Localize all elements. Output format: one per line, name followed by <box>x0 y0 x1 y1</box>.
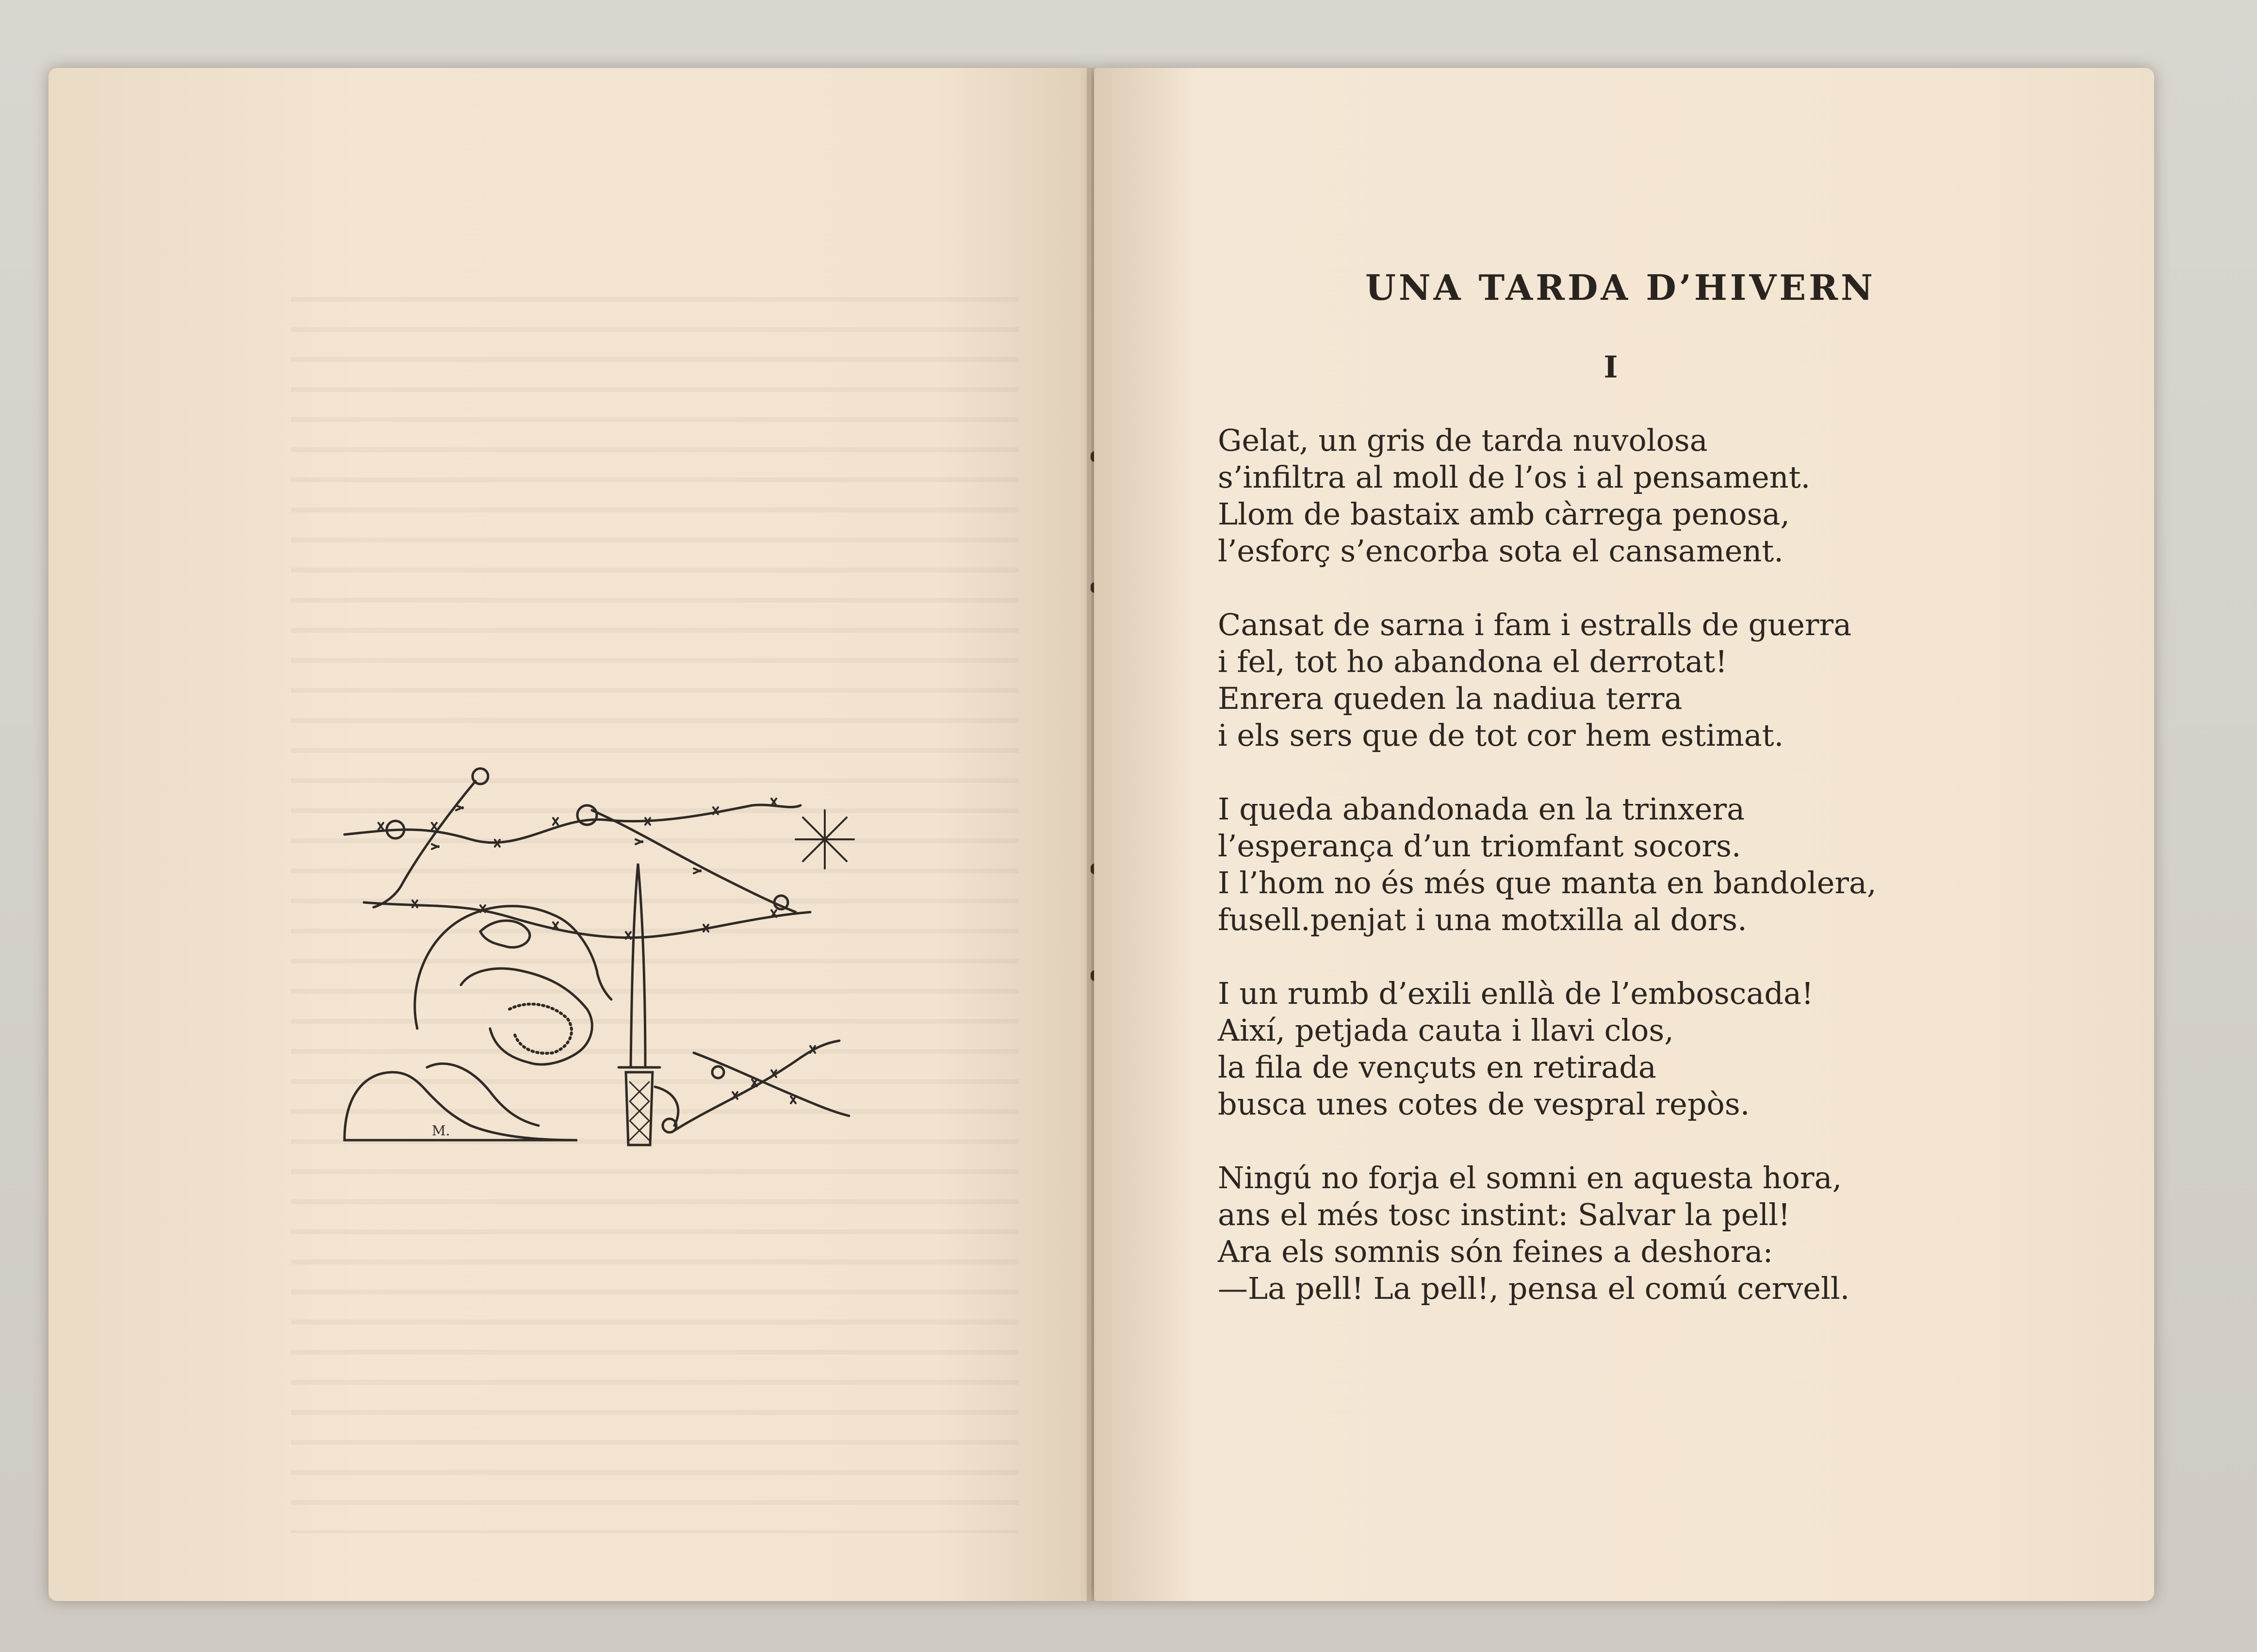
artist-signature: M. <box>432 1123 450 1139</box>
wire-curl <box>712 1066 724 1078</box>
poem-line: Enrera queden la nadiua terra <box>1218 681 1683 716</box>
poem-line: la fila de vençuts en retirada <box>1218 1049 1656 1085</box>
poem-body <box>1218 422 1975 1344</box>
poem-line: fusell.penjat i una motxilla al dors. <box>1218 902 1747 937</box>
helmet-detail <box>480 921 530 948</box>
barbed-wire-diagonal <box>592 810 796 912</box>
poem-title: UNA TARDA D’HIVERN <box>1365 267 1876 308</box>
barbed-wire-middle <box>364 902 810 938</box>
poem-line: Gelat, un gris de tarda nuvolosa <box>1218 423 1708 458</box>
poem-line: I un rumb d’exili enllà de l’emboscada! <box>1218 976 1814 1011</box>
barbed-wire-top <box>344 805 801 843</box>
barbs <box>378 799 815 1103</box>
section-numeral: I <box>1603 349 1618 385</box>
star-icon <box>796 810 854 868</box>
poem-line: Ningú no forja el somni en aquesta hora, <box>1218 1160 1842 1195</box>
stanza <box>1218 1160 1975 1307</box>
poem-line: Cansat de sarna i fam i estralls de guerra <box>1218 607 1852 642</box>
bayonet-blade <box>631 864 645 1067</box>
poem-line: s’infiltra al moll de l’os i al pensament. <box>1218 459 1811 495</box>
wire-curl <box>473 769 488 784</box>
poem-line: I queda abandonada en la trinxera <box>1218 791 1745 827</box>
stanza <box>1218 975 1975 1123</box>
poem-line: Llom de bastaix amb càrrega penosa, <box>1218 496 1790 532</box>
poem-line: Així, petjada cauta i llavi clos, <box>1218 1013 1674 1048</box>
barbed-wire-cross <box>374 781 475 907</box>
poem-line: i fel, tot ho abandona el derrotat! <box>1218 644 1728 679</box>
poem-line: ans el més tosc instint: Salvar la pell! <box>1218 1197 1790 1232</box>
soldier-helmet <box>415 906 611 1029</box>
stanza <box>1218 422 1975 570</box>
poem-line: busca unes cotes de vespral repòs. <box>1218 1086 1750 1122</box>
poem-line: I l’hom no és més que manta en bandolera, <box>1218 865 1877 900</box>
soldier-beard <box>509 1004 572 1053</box>
soldier-barbed-wire-illustration <box>335 757 932 1155</box>
soldier-shoulder <box>344 1072 577 1140</box>
left-page <box>49 68 1092 1601</box>
bayonet-grip <box>630 1082 649 1140</box>
stanza <box>1218 791 1975 938</box>
poem-line: l’esperança d’un triomfant socors. <box>1218 828 1741 864</box>
poem-line: Ara els somnis són feines a deshora: <box>1218 1234 1773 1269</box>
poem-line: —La pell! La pell!, pensa el comú cervell. <box>1218 1271 1850 1306</box>
wire-curl <box>577 805 597 825</box>
stanza <box>1218 606 1975 754</box>
soldier-collar <box>427 1063 539 1126</box>
poem-line: l’esforç s’encorba sota el cansament. <box>1218 533 1783 569</box>
poem-line: i els sers que de tot cor hem estimat. <box>1218 718 1784 753</box>
bayonet-hilt <box>619 1067 660 1145</box>
